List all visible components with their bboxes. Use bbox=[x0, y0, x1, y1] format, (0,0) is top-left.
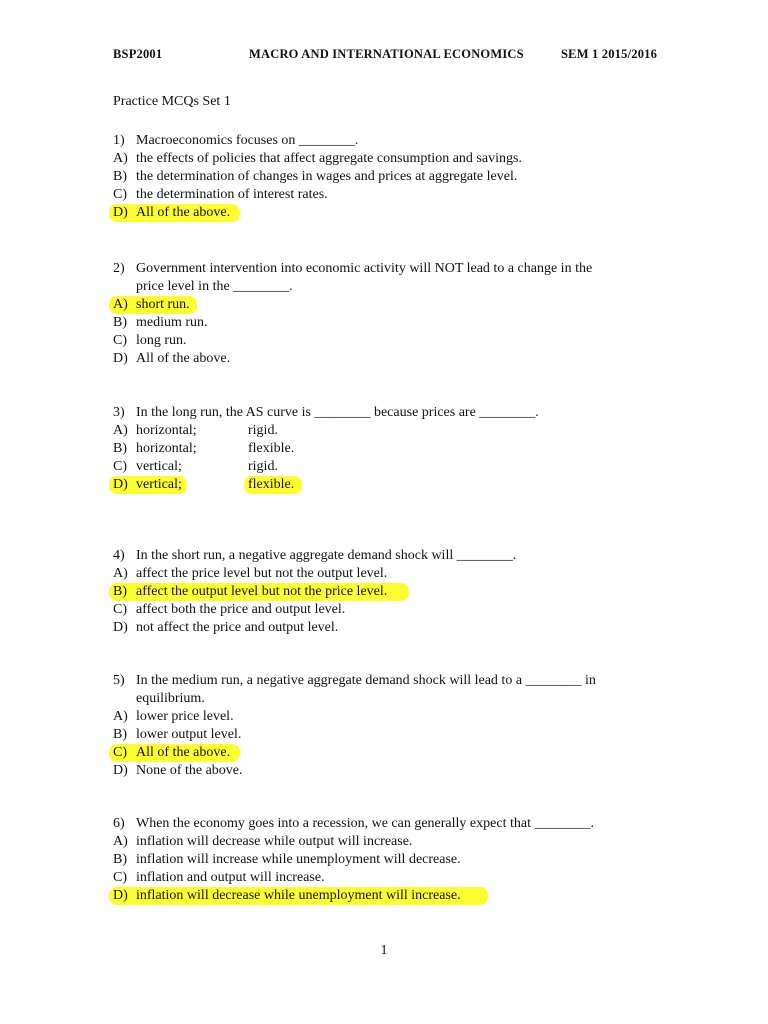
option-letter: C) bbox=[113, 745, 127, 760]
option-letter: A) bbox=[113, 423, 128, 438]
question-text-cont: price level in the ________. bbox=[136, 279, 293, 294]
option-letter: A) bbox=[113, 709, 128, 724]
page-number: 1 bbox=[380, 943, 388, 958]
option-b bbox=[113, 440, 653, 458]
option-letter: B) bbox=[113, 852, 127, 867]
question-text: In the short run, a negative aggregate demand shock will ________. bbox=[136, 548, 517, 563]
option-text-2: flexible. bbox=[248, 477, 295, 492]
question-number: 2) bbox=[113, 261, 125, 276]
option-letter: C) bbox=[113, 187, 127, 202]
option-letter: B) bbox=[113, 169, 127, 184]
option-letter: D) bbox=[113, 205, 128, 220]
option-letter: D) bbox=[113, 477, 128, 492]
option-letter: A) bbox=[113, 566, 128, 581]
option-text: vertical; bbox=[136, 459, 182, 474]
option-text: inflation and output will increase. bbox=[136, 870, 325, 885]
option-text: inflation will increase while unemployment will decrease. bbox=[136, 852, 461, 867]
question-1 bbox=[113, 132, 653, 222]
option-text-2: flexible. bbox=[248, 441, 295, 456]
option-letter: C) bbox=[113, 459, 127, 474]
option-text: All of the above. bbox=[136, 351, 231, 366]
option-text: long run. bbox=[136, 333, 187, 348]
option-text: lower output level. bbox=[136, 727, 242, 742]
option-c-answer bbox=[113, 744, 653, 762]
option-c bbox=[113, 601, 653, 619]
option-letter: D) bbox=[113, 620, 128, 635]
option-text: short run. bbox=[136, 297, 190, 312]
option-letter: A) bbox=[113, 151, 128, 166]
question-2 bbox=[113, 260, 653, 368]
option-letter: B) bbox=[113, 584, 127, 599]
option-text: vertical; bbox=[136, 477, 182, 492]
option-text: None of the above. bbox=[136, 763, 243, 778]
option-letter: B) bbox=[113, 441, 127, 456]
question-number: 3) bbox=[113, 405, 125, 420]
course-title: MACRO AND INTERNATIONAL ECONOMICS bbox=[249, 47, 524, 61]
option-b bbox=[113, 168, 653, 186]
question-text: Macroeconomics focuses on ________. bbox=[136, 133, 359, 148]
question-number: 6) bbox=[113, 816, 125, 831]
semester: SEM 1 2015/2016 bbox=[561, 47, 658, 61]
option-a bbox=[113, 150, 653, 168]
option-c bbox=[113, 458, 653, 476]
option-d-answer bbox=[113, 476, 653, 494]
option-text: medium run. bbox=[136, 315, 208, 330]
course-code: BSP2001 bbox=[113, 47, 163, 61]
question-3 bbox=[113, 404, 653, 494]
option-letter: C) bbox=[113, 602, 127, 617]
option-text: horizontal; bbox=[136, 441, 197, 456]
option-text: affect the price level but not the output level. bbox=[136, 566, 388, 581]
option-text: affect both the price and output level. bbox=[136, 602, 346, 617]
option-a bbox=[113, 833, 653, 851]
question-text: In the medium run, a negative aggregate demand shock will lead to a ________ in bbox=[136, 673, 596, 688]
option-c bbox=[113, 869, 653, 887]
option-d bbox=[113, 762, 653, 780]
option-text: inflation will decrease while output will increase. bbox=[136, 834, 413, 849]
option-d-answer bbox=[113, 204, 653, 222]
question-text: In the long run, the AS curve is ________ because prices are ________. bbox=[136, 405, 539, 420]
option-text: affect the output level but not the price level. bbox=[136, 584, 388, 599]
option-letter: D) bbox=[113, 351, 128, 366]
option-letter: B) bbox=[113, 315, 127, 330]
option-letter: B) bbox=[113, 727, 127, 742]
option-text: lower price level. bbox=[136, 709, 234, 724]
option-b-answer bbox=[113, 583, 653, 601]
option-text: All of the above. bbox=[136, 205, 231, 220]
option-letter: A) bbox=[113, 834, 128, 849]
option-a-answer bbox=[113, 296, 653, 314]
option-text-2: rigid. bbox=[248, 423, 278, 438]
question-5 bbox=[113, 672, 653, 780]
option-letter: C) bbox=[113, 870, 127, 885]
option-a bbox=[113, 422, 653, 440]
question-number: 4) bbox=[113, 548, 125, 563]
question-number: 1) bbox=[113, 133, 125, 148]
option-text: horizontal; bbox=[136, 423, 197, 438]
option-letter: C) bbox=[113, 333, 127, 348]
option-d bbox=[113, 350, 653, 368]
question-text-cont: equilibrium. bbox=[136, 691, 205, 706]
option-text: the effects of policies that affect aggregate consumption and savings. bbox=[136, 151, 522, 166]
question-4 bbox=[113, 547, 653, 637]
option-b bbox=[113, 726, 653, 744]
option-d-answer bbox=[113, 887, 653, 905]
question-6 bbox=[113, 815, 653, 905]
option-text: not affect the price and output level. bbox=[136, 620, 339, 635]
question-number: 5) bbox=[113, 673, 125, 688]
option-letter: D) bbox=[113, 888, 128, 903]
option-text-2: rigid. bbox=[248, 459, 278, 474]
option-a bbox=[113, 565, 653, 583]
question-text: When the economy goes into a recession, we can generally expect that ________. bbox=[136, 816, 594, 831]
option-a bbox=[113, 708, 653, 726]
option-c bbox=[113, 332, 653, 350]
option-d bbox=[113, 619, 653, 637]
option-text: All of the above. bbox=[136, 745, 231, 760]
set-title: Practice MCQs Set 1 bbox=[113, 94, 231, 109]
option-text: inflation will decrease while unemployment will increase. bbox=[136, 888, 461, 903]
question-text: Government intervention into economic activity will NOT lead to a change in the bbox=[136, 261, 593, 276]
option-b bbox=[113, 851, 653, 869]
option-b bbox=[113, 314, 653, 332]
option-text: the determination of changes in wages and prices at aggregate level. bbox=[136, 169, 518, 184]
option-text: the determination of interest rates. bbox=[136, 187, 328, 202]
option-letter: D) bbox=[113, 763, 128, 778]
option-letter: A) bbox=[113, 297, 128, 312]
option-c bbox=[113, 186, 653, 204]
